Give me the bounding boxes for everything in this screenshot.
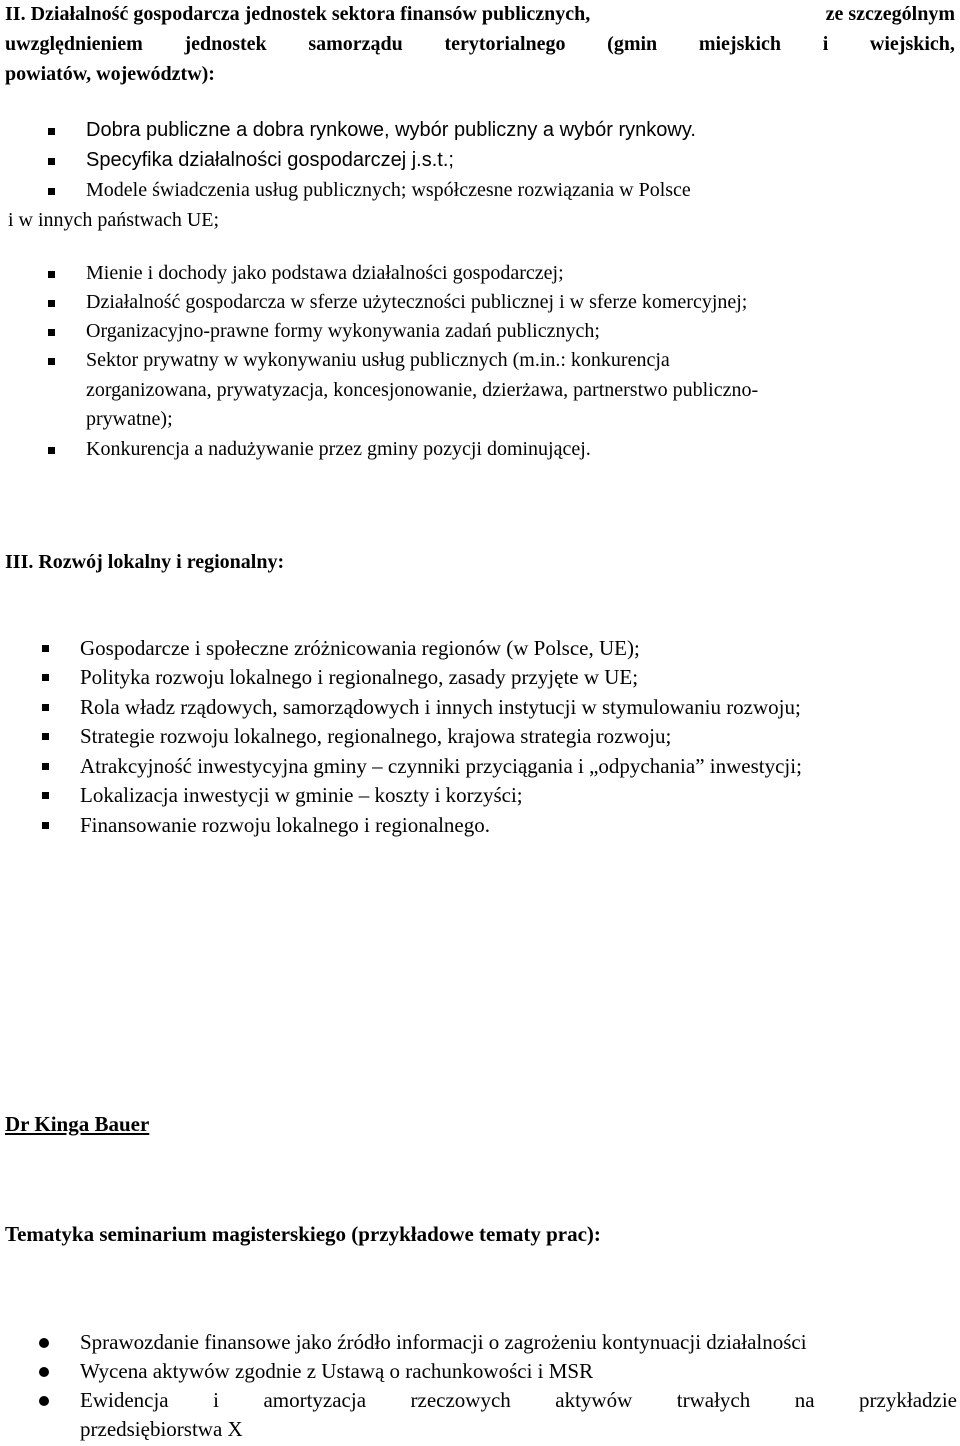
list-item: Dobra publiczne a dobra rynkowe, wybór publiczny a wybór rynkowy. [86,119,696,141]
list-item-continuation: i w innych państwach UE; [8,209,220,231]
list-item-continuation: prywatne); [86,408,173,430]
section-2-heading-line-1: II. Działalność gospodarcza jednostek sektora finansów publicznych, ze szczególnym [5,3,955,25]
list-item-continuation: przedsiębiorstwa X [80,1417,243,1441]
list-item: Działalność gospodarcza w sferze użyteczności publicznej i w sferze komercyjnej; [86,291,748,313]
list-item: Atrakcyjność inwestycyjna gminy – czynniki przyciągania i „odpychania” inwestycji; [80,754,802,778]
section-2-heading-line-3: powiatów, województw): [5,63,215,85]
list-item-continuation: zorganizowana, prywatyzacja, koncesjonowanie, dzierżawa, partnerstwo publiczno- [86,379,759,401]
list-item: Konkurencja a nadużywanie przez gminy pozycji dominującej. [86,438,591,460]
list-item: Strategie rozwoju lokalnego, regionalnego, krajowa strategia rozwoju; [80,724,672,748]
list-item: Rola władz rządowych, samorządowych i innych instytucji w stymulowaniu rozwoju; [80,695,801,719]
list-item: Organizacyjno-prawne formy wykonywania zadań publicznych; [86,320,600,342]
seminar-heading: Tematyka seminarium magisterskiego (przykładowe tematy prac): [5,1222,601,1246]
list-item: Specyfika działalności gospodarczej j.s.t.; [86,149,454,171]
author-name: Dr Kinga Bauer [5,1112,150,1136]
list-item: Sektor prywatny w wykonywaniu usług publicznych (m.in.: konkurencja [86,349,670,371]
list-item: Polityka rozwoju lokalnego i regionalnego, zasady przyjęte w UE; [80,665,639,689]
list-item: Wycena aktywów zgodnie z Ustawą o rachunkowości i MSR [80,1359,594,1383]
list-item: Gospodarcze i społeczne zróżnicowania regionów (w Polsce, UE); [80,636,640,660]
list-item: Lokalizacja inwestycji w gminie – koszty i korzyści; [80,783,523,807]
list-item: Finansowanie rozwoju lokalnego i regionalnego. [80,813,490,837]
section-2-heading-line-2: uwzględnieniem jednostek samorządu terytorialnego (gmin miejskich i wiejskich, [5,33,955,55]
list-item: Mienie i dochody jako podstawa działalności gospodarczej; [86,262,564,284]
list-item: Modele świadczenia usług publicznych; współczesne rozwiązania w Polsce [86,179,691,201]
section-3-heading: III. Rozwój lokalny i regionalny: [5,551,285,573]
list-item: Ewidencja i amortyzacja rzeczowych aktywów trwałych na przykładzie [80,1388,957,1412]
list-item: Sprawozdanie finansowe jako źródło informacji o zagrożeniu kontynuacji działalności [80,1330,807,1354]
